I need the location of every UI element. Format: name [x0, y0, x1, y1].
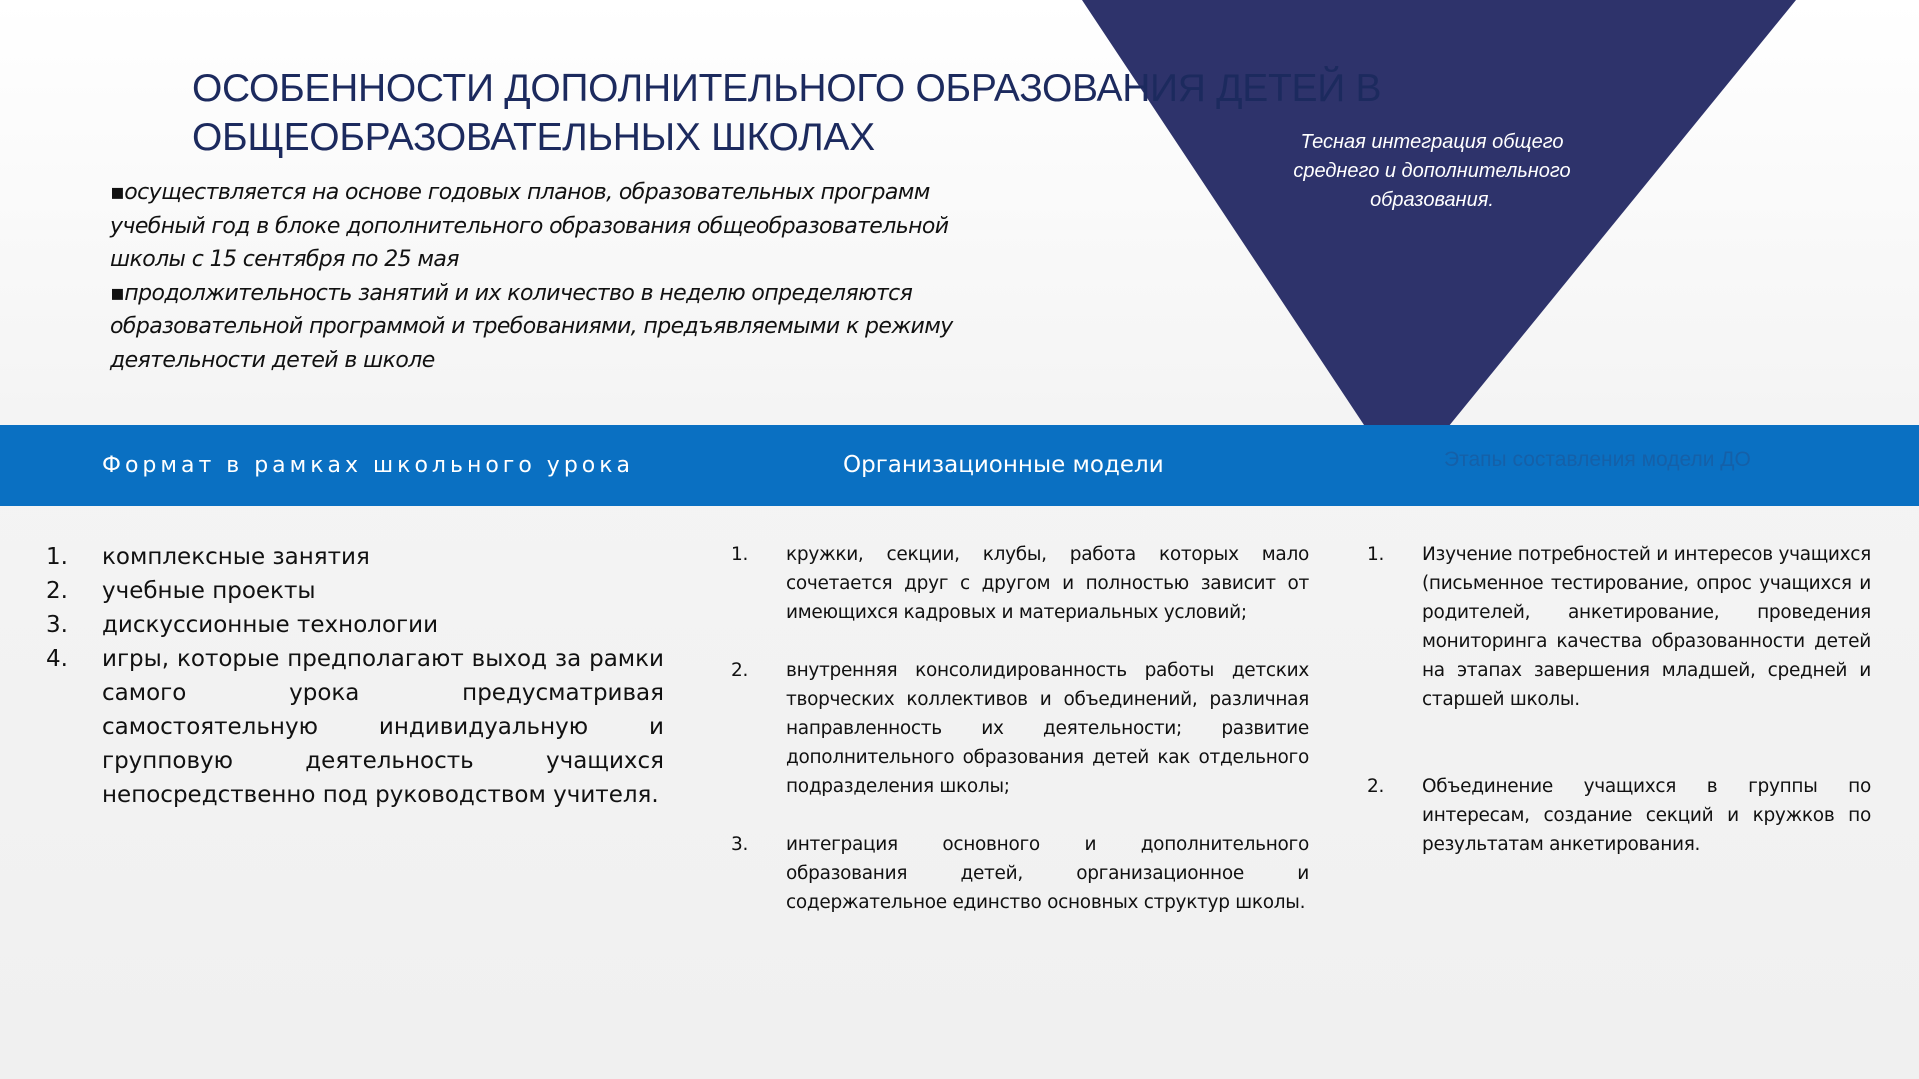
intro-text [110, 176, 1070, 377]
band-label-models: Организационные модели [843, 452, 1164, 478]
list-text: дискуссионные технологии [102, 612, 439, 638]
list-text: интеграция основного и дополнительного образования детей, организационное и содержательное единство основных структур школы. [786, 834, 1309, 913]
stages-list [1367, 540, 1871, 859]
list-item [731, 540, 1309, 627]
intro-line: деятельности детей в школе [110, 347, 435, 373]
list-item [1367, 772, 1871, 859]
list-number: 1. [731, 544, 749, 565]
format-list [46, 540, 664, 812]
list-number: 3. [731, 834, 749, 855]
list-text: игры, которые предполагают выход за рамки самого урока предусматривая самостоятельную индивидуальную и групповую деятельность учащихся непосредственно под руководством учителя. [102, 646, 664, 808]
list-item [46, 608, 664, 642]
list-item [46, 540, 664, 574]
intro-line: образовательной программой и требованиями, предъявляемыми к режиму [110, 314, 953, 339]
triangle-caption: Тесная интеграция общего среднего и дополнительного образования. [1293, 131, 1571, 211]
list-number: 1. [1367, 544, 1385, 565]
list-text: учебные проекты [102, 578, 316, 604]
list-number: 3. [46, 612, 68, 638]
band-label-format: Формат в рамках школьного урока [102, 453, 635, 478]
intro-line: ▪осуществляется на основе годовых планов, образовательных программ [110, 180, 930, 205]
intro-line: учебный год в блоке дополнительного образования общеобразовательной [110, 213, 949, 239]
list-text: внутренняя консолидированность работы детских творческих коллективов и объединений, различная направленность их деятельности; развитие дополнительного образования детей как отдельного подразделения школы; [786, 660, 1309, 797]
models-list [731, 540, 1309, 917]
list-text: Изучение потребностей и интересов учащихся (письменное тестирование, опрос учащихся и родителей, анкетирование, проведения мониторинга качества образованности детей на этапах завершения младшей, средней и старшей школы. [1422, 544, 1871, 710]
list-item [1367, 540, 1871, 714]
band-label-stages: Этапы составления модели ДО [1444, 448, 1751, 471]
list-item [731, 656, 1309, 801]
list-text: кружки, секции, клубы, работа которых мало сочетается друг с другом и полностью зависит от имеющихся кадровых и материальных условий; [786, 544, 1309, 623]
list-item [46, 642, 664, 812]
list-item [46, 574, 664, 608]
intro-line: ▪продолжительность занятий и их количество в неделю определяются [110, 280, 913, 306]
list-item [731, 830, 1309, 917]
slide-title: ОСОБЕННОСТИ ДОПОЛНИТЕЛЬНОГО ОБРАЗОВАНИЯ ДЕТЕЙ В ОБЩЕОБРАЗОВАТЕЛЬНЫХ ШКОЛАХ [192, 67, 1382, 160]
list-number: 2. [1367, 776, 1385, 797]
list-number: 2. [731, 660, 749, 681]
intro-line: школы с 15 сентября по 25 мая [110, 247, 459, 272]
list-text: Объединение учащихся в группы по интересам, создание секций и кружков по результатам анкетирования. [1422, 776, 1871, 855]
list-text: комплексные занятия [102, 544, 370, 570]
section-header-band [0, 425, 1919, 506]
list-number: 2. [46, 578, 68, 604]
list-number: 4. [46, 646, 68, 672]
list-number: 1. [46, 544, 68, 570]
